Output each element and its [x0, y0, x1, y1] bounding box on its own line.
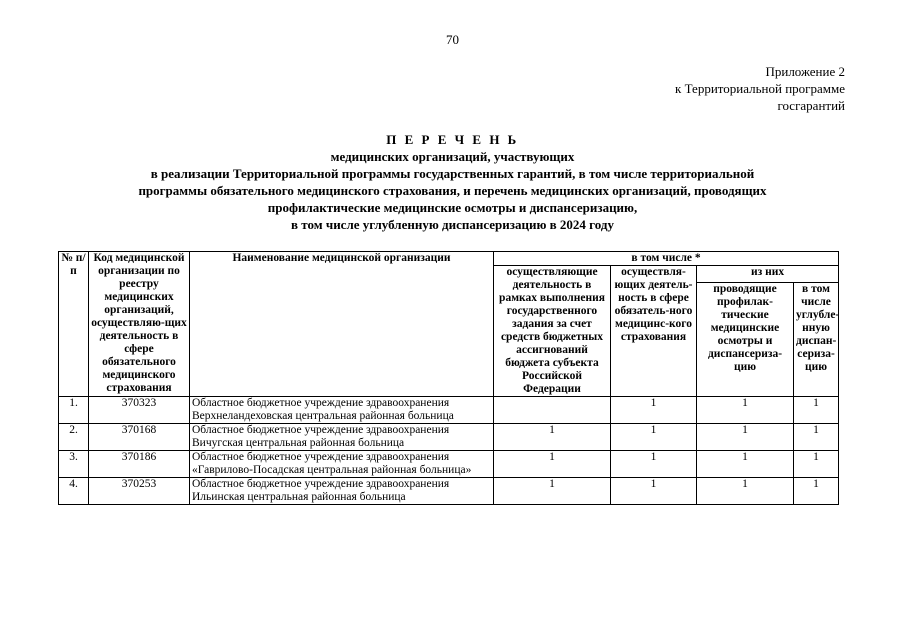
row-deep: 1: [794, 451, 839, 478]
title-line-3: программы обязательного медицинского страхования, и перечень медицинских организаций, проводящих: [138, 183, 767, 198]
appendix-line-1: Приложение 2: [765, 64, 845, 79]
title-line-2: в реализации Территориальной программы государственных гарантий, в том числе территориальной: [150, 166, 755, 181]
row-deep: 1: [794, 424, 839, 451]
row-num: 3.: [59, 451, 89, 478]
row-code: 370253: [89, 478, 190, 505]
table-row: [59, 397, 839, 424]
header-budget: осуществляющие деятельность в рамках выполнения государственного задания за счет средств бюджетных ассигнований бюджета субъекта Российской Федерации: [494, 266, 611, 397]
row-code: 370168: [89, 424, 190, 451]
table-row: [59, 478, 839, 505]
header-num: № п/п: [59, 252, 89, 397]
row-prophylactic: 1: [697, 397, 794, 424]
table-row: [59, 451, 839, 478]
row-deep: 1: [794, 478, 839, 505]
row-code: 370186: [89, 451, 190, 478]
row-budget: 1: [494, 478, 611, 505]
row-num: 4.: [59, 478, 89, 505]
appendix-line-2: к Территориальной программе: [675, 81, 845, 96]
row-code: 370323: [89, 397, 190, 424]
row-oms: 1: [611, 397, 697, 424]
row-deep: 1: [794, 397, 839, 424]
table-row: [59, 424, 839, 451]
row-budget: 1: [494, 424, 611, 451]
row-name: Областное бюджетное учреждение здравоохранения Верхнеландеховская центральная районная больница: [190, 397, 494, 424]
header-deep: в том числе углубле-нную диспан-сериза-цию: [794, 283, 839, 397]
header-prophylactic: проводящие профилак-тические медицинские осмотры и диспансериза-цию: [697, 283, 794, 397]
title-line-5: в том числе углубленную диспансеризацию в 2024 году: [291, 217, 614, 232]
organizations-table: [58, 251, 839, 505]
row-oms: 1: [611, 424, 697, 451]
title-line-4: профилактические медицинские осмотры и диспансеризацию,: [267, 200, 638, 215]
appendix-line-3: госгарантий: [777, 98, 845, 113]
row-num: 1.: [59, 397, 89, 424]
header-oms: осуществля-ющих деятель-ность в сфере обязатель-ного медицинс-кого страхования: [611, 266, 697, 397]
row-num: 2.: [59, 424, 89, 451]
row-oms: 1: [611, 451, 697, 478]
row-name: Областное бюджетное учреждение здравоохранения Ильинская центральная районная больница: [190, 478, 494, 505]
header-of-them: из них: [697, 266, 839, 283]
header-name: Наименование медицинской организации: [190, 252, 494, 397]
header-including: в том числе *: [494, 252, 839, 266]
title-line-1: медицинских организаций, участвующих: [330, 149, 575, 164]
header-code: Код медицинской организации по реестру медицинских организаций, осуществляю-щих деятельность в сфере обязательного медицинского страхования: [89, 252, 190, 397]
title-main: П Е Р Е Ч Е Н Ь: [386, 132, 519, 147]
row-budget: [494, 397, 611, 424]
document-title: [60, 131, 845, 233]
row-budget: 1: [494, 451, 611, 478]
page-number: 70: [446, 32, 459, 47]
row-name: Областное бюджетное учреждение здравоохранения Вичугская центральная районная больница: [190, 424, 494, 451]
row-oms: 1: [611, 478, 697, 505]
row-prophylactic: 1: [697, 451, 794, 478]
row-name: Областное бюджетное учреждение здравоохранения «Гаврилово-Посадская центральная районная больница»: [190, 451, 494, 478]
row-prophylactic: 1: [697, 478, 794, 505]
appendix-note: [675, 63, 845, 114]
row-prophylactic: 1: [697, 424, 794, 451]
